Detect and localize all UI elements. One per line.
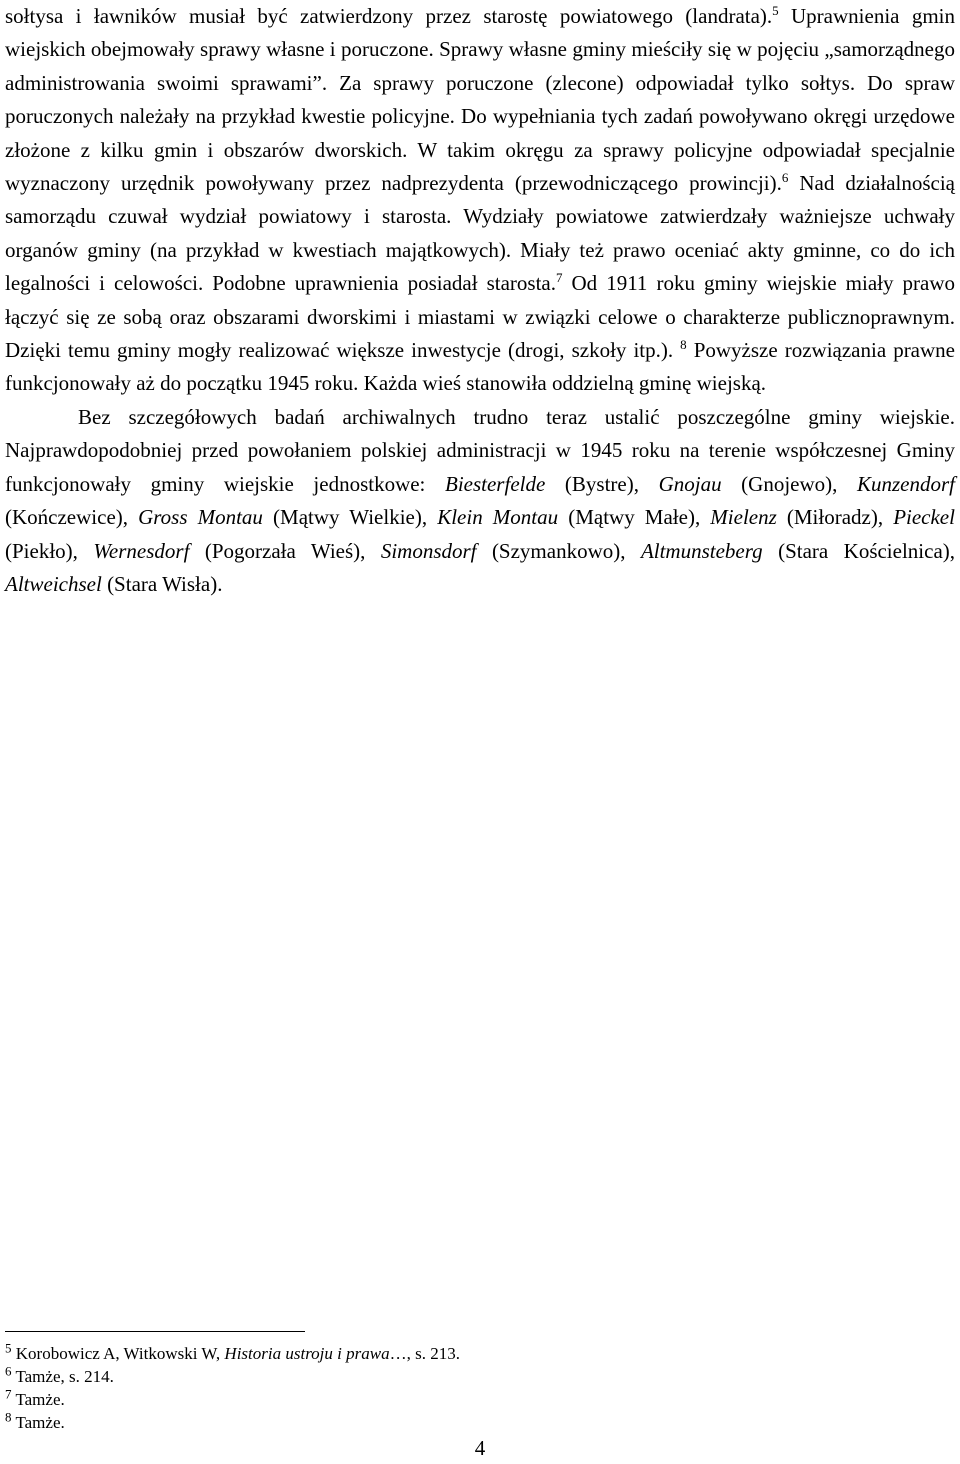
text-run: (Bystre),	[545, 471, 659, 496]
text-run: (Stara Wisła).	[101, 571, 223, 596]
text-run: (Mątwy Małe),	[558, 505, 711, 530]
footnote-ref: 5	[5, 1340, 12, 1356]
text-run: (Szymankowo),	[476, 538, 641, 563]
text-run: (Pogorzała Wieś),	[189, 538, 381, 563]
italic-text: Pieckel	[893, 505, 955, 530]
footnote-7	[5, 1388, 905, 1411]
text-run: Nad działalnością samorządu czuwał wydział powiatowy i starosta. Wydziały powiatowe zatwierdzały ważniejsze uchwały organów gminy (na przykład w kwestiach majątkowych). Miały też prawo oceniać akty gminne, co do ich legalności i celowości. Podobne uprawnienia posiadał starosta.	[5, 171, 955, 296]
text-run: Tamże.	[11, 1390, 65, 1409]
text-run: Tamże, s. 214.	[11, 1367, 114, 1386]
italic-text: Mielenz	[710, 505, 777, 530]
footnote-ref: 7	[5, 1386, 12, 1402]
text-run: Korobowicz A, Witkowski W,	[11, 1344, 225, 1363]
text-run: (Piekło),	[5, 538, 94, 563]
italic-text: Simonsdorf	[380, 538, 477, 563]
italic-text: Altweichsel	[5, 571, 102, 596]
footnote-ref: 8	[680, 337, 687, 353]
text-run: (Gnojewo),	[721, 471, 857, 496]
footnote-8	[5, 1411, 905, 1434]
footnote-ref: 5	[772, 3, 779, 18]
footnote-ref: 6	[5, 1363, 12, 1379]
paragraph-2	[5, 401, 955, 601]
page-number: 4	[474, 1436, 486, 1460]
italic-text: Historia ustroju i prawa	[224, 1344, 390, 1363]
text-run: (Mątwy Wielkie),	[262, 505, 438, 530]
paragraph-1	[5, 0, 955, 401]
italic-text: Wernesdorf	[93, 538, 190, 563]
italic-text: Gnojau	[658, 471, 722, 496]
footnote-ref: 7	[556, 270, 563, 286]
italic-text: Biesterfelde	[445, 471, 546, 496]
text-run: Od 1911 roku gminy wiejskie miały prawo łączyć się ze sobą oraz obszarami dworskimi i miastami w związki celowe o charakterze publicznoprawnym. Dzięki temu gminy mogły realizować większe inwestycje (drogi, szkoły itp.).	[5, 271, 955, 363]
text-run: Tamże.	[11, 1413, 65, 1432]
footnote-6	[5, 1365, 905, 1388]
text-run: Powyższe rozwiązania prawne funkcjonowały aż do początku 1945 roku. Każda wieś stanowiła oddzielną gminę wiejską.	[5, 338, 955, 396]
footnote-ref: 8	[5, 1409, 12, 1425]
footnotes	[5, 1342, 905, 1434]
text-run: …, s. 213.	[389, 1344, 460, 1363]
italic-text: Gross Montau	[138, 505, 263, 530]
footnote-separator	[5, 1331, 305, 1332]
body-text	[5, 0, 955, 601]
text-run: (Miłoradz),	[776, 505, 894, 530]
italic-text: Altmunsteberg	[640, 538, 763, 563]
text-run: (Stara Kościelnica),	[762, 538, 956, 563]
footnote-5	[5, 1342, 905, 1365]
text-run: (Kończewice),	[5, 505, 139, 530]
text-run: Bez szczegółowych badań archiwalnych trudno teraz ustalić poszczególne gminy wiejskie. Najprawdopodobniej przed powołaniem polskiej administracji w 1945 roku na terenie współczesnej Gminy funkcjonowały gminy wiejskie jednostkowe:	[5, 404, 955, 496]
italic-text: Klein Montau	[437, 505, 559, 530]
text-run: sołtysa i ławników musiał być zatwierdzony przez starostę powiatowego (landrata).	[5, 4, 773, 28]
italic-text: Kunzendorf	[856, 471, 955, 496]
text-run: Uprawnienia gmin wiejskich obejmowały sprawy własne i poruczone. Sprawy własne gminy mieściły się w pojęciu „samorządnego administrowania swoimi sprawami”. Za sprawy poruczone (zlecone) odpowiadał tylko sołtys. Do spraw poruczonych należały na przykład kwestie policyjne. Do wypełniania tych zadań powoływano okręgi urzędowe złożone z kilku gmin i obszarów dworskich. W takim okręgu za sprawy policyjne odpowiadał specjalnie wyznaczony urzędnik powoływany przez nadprezydenta (przewodniczącego prowincji).	[5, 4, 955, 196]
footnote-ref: 6	[781, 170, 789, 186]
